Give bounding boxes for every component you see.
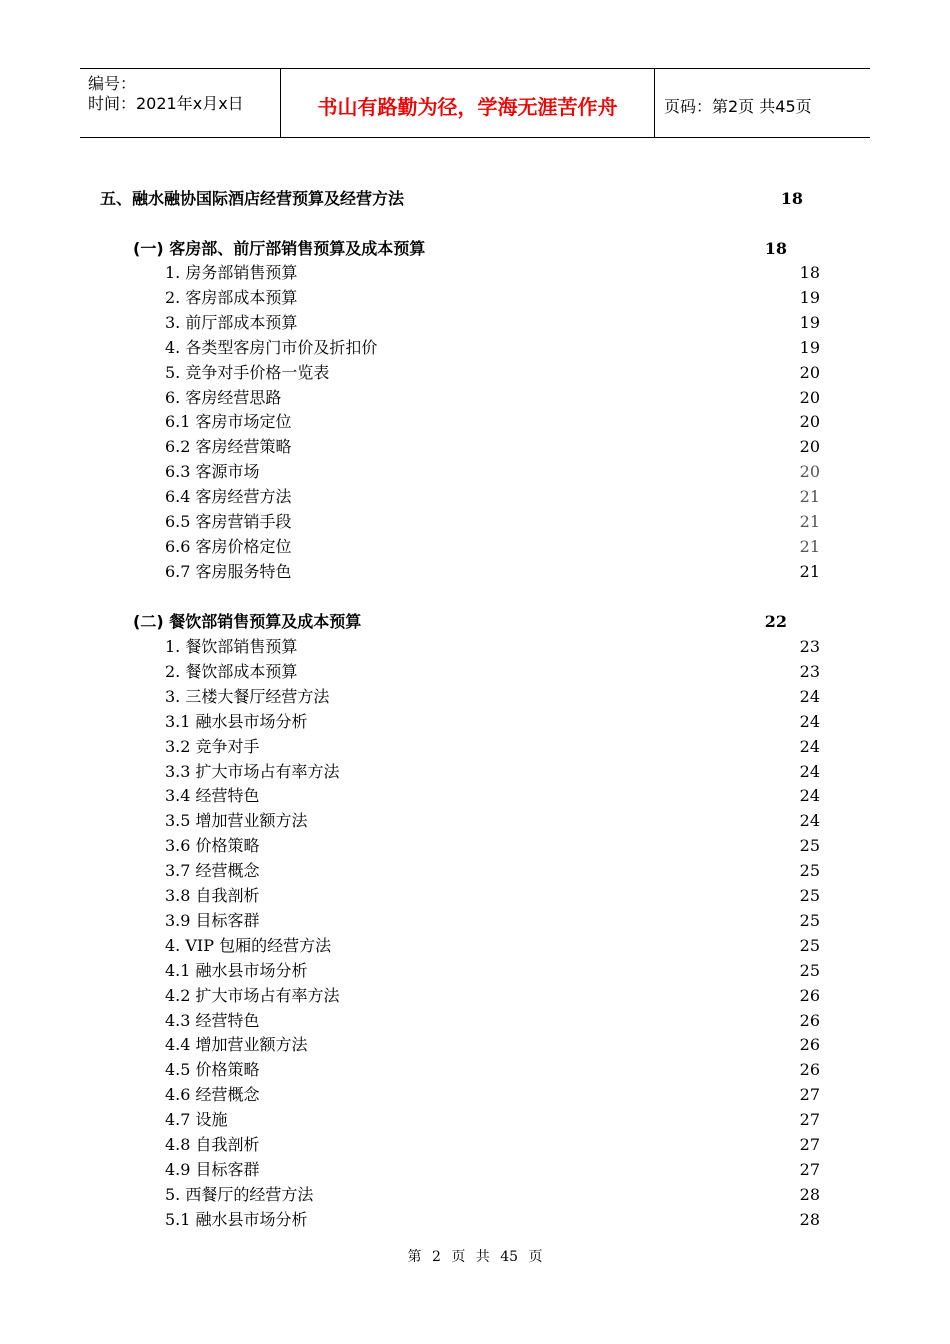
section1-title: (一) 客房部、前厅部销售预算及成本预算: [133, 239, 426, 258]
toc-entry-page: 28: [799, 1209, 820, 1229]
toc-entry-page: 25: [799, 910, 820, 930]
toc-entry-page: 27: [799, 1110, 820, 1130]
header-motto-cell: [281, 69, 655, 137]
footer-ye2: 页: [528, 1249, 543, 1265]
toc-entry-title: 4.1 融水县市场分析: [165, 960, 308, 980]
toc-entry-page: 23: [799, 661, 820, 681]
toc-entry-title: 4. VIP 包厢的经营方法: [165, 935, 332, 955]
toc-entry-title: 3.6 价格策略: [165, 836, 260, 856]
toc-entry-page: 25: [799, 886, 820, 905]
toc-entry-page: 26: [799, 1035, 820, 1055]
toc-entry-title: 2. 餐饮部成本预算: [165, 661, 298, 681]
toc-entry-title: 4.4 增加营业额方法: [165, 1035, 308, 1055]
toc-entry-page: 21: [799, 512, 820, 531]
time-label: 时间：2021年x月x日: [88, 94, 244, 113]
page-label: 页码：第2页 共45页: [664, 97, 812, 116]
footer-di: 第: [407, 1249, 422, 1265]
toc-entry-page: 20: [799, 362, 820, 382]
chapter-page: 18: [780, 189, 803, 208]
toc-entry-title: 6.2 客房经营策略: [165, 437, 292, 457]
toc-entry-title: 3.4 经营特色: [165, 786, 260, 806]
toc-entry-title: 6. 客房经营思路: [165, 387, 282, 407]
toc-entry-page: 19: [799, 312, 820, 332]
toc-entry-title: 6.1 客房市场定位: [165, 412, 292, 432]
toc-entry-title: 4.5 价格策略: [165, 1060, 260, 1080]
toc-entry-title: 5. 西餐厅的经营方法: [165, 1184, 314, 1204]
toc-entry-title: 3.7 经营概念: [165, 861, 260, 881]
toc-entry-title: 6.6 客房价格定位: [165, 536, 292, 556]
toc-entry-title: 5.1 融水县市场分析: [165, 1209, 308, 1229]
toc-entry-title: 6.3 客源市场: [165, 462, 260, 482]
toc-entry-title: 1. 餐饮部销售预算: [165, 637, 298, 656]
toc-entry-title: 6.7 客房服务特色: [165, 561, 292, 581]
toc-entry-page: 21: [799, 536, 820, 556]
footer-gong: 共: [475, 1249, 490, 1265]
number-label: 编号：: [88, 74, 137, 93]
toc-entry-title: 4.9 目标客群: [165, 1159, 260, 1179]
header-page-cell: [655, 69, 870, 137]
toc-entry-page: 27: [799, 1135, 820, 1154]
toc-entry-page: 26: [799, 1010, 820, 1030]
toc-entry-page: 24: [799, 786, 820, 806]
toc-entry-title: 3.8 自我剖析: [165, 886, 260, 905]
toc-entry-page: 27: [799, 1159, 820, 1179]
toc-entry-page: 24: [799, 711, 820, 731]
toc-entry-title: 4.2 扩大市场占有率方法: [165, 985, 340, 1005]
toc-entry-title: 3.3 扩大市场占有率方法: [165, 761, 340, 781]
toc-entry-title: 4.6 经营概念: [165, 1085, 260, 1105]
toc-entry-page: 24: [799, 811, 820, 831]
toc-entry-title: 1. 房务部销售预算: [165, 263, 298, 282]
toc-entry-title: 3.5 增加营业额方法: [165, 811, 308, 831]
toc-entry-title: 5. 竞争对手价格一览表: [165, 362, 330, 382]
toc-entry-title: 3.1 融水县市场分析: [165, 711, 308, 731]
page-header: [80, 68, 870, 138]
toc-entry-page: 25: [799, 836, 820, 856]
toc-entry-page: 25: [799, 861, 820, 881]
toc-entry-title: 3.2 竞争对手: [165, 736, 260, 756]
toc-entry-page: 19: [799, 337, 820, 357]
toc-entry-title: 6.5 客房营销手段: [165, 512, 292, 531]
toc-entry-title: 2. 客房部成本预算: [165, 287, 298, 307]
toc-entry-page: 28: [799, 1184, 820, 1204]
toc-entry-page: 19: [799, 287, 820, 307]
toc-entry-title: 4.8 自我剖析: [165, 1135, 260, 1154]
footer-ye: 页: [451, 1249, 466, 1265]
toc-entry-title: 3.9 目标客群: [165, 910, 260, 930]
toc-entry-page: 21: [799, 487, 820, 507]
toc-entry-page: 24: [799, 761, 820, 781]
chapter-title: 五、融水融协国际酒店经营预算及经营方法: [100, 189, 405, 208]
toc-entry-page: 21: [799, 561, 820, 581]
toc-entry-page: 25: [799, 935, 820, 955]
footer-page: 2: [431, 1249, 441, 1265]
toc-entry-title: 4.7 设施: [165, 1110, 228, 1130]
section1-page: 18: [764, 239, 787, 258]
toc-entry-title: 3. 三楼大餐厅经营方法: [165, 686, 330, 706]
toc-entry-page: 26: [799, 1060, 820, 1080]
toc-entry-page: 20: [799, 412, 820, 432]
toc-entry-title: 6.4 客房经营方法: [165, 487, 292, 507]
section2-page: 22: [764, 612, 787, 631]
toc-entry-page: 24: [799, 736, 820, 756]
toc-entry-page: 26: [799, 985, 820, 1005]
toc-entry-page: 18: [799, 263, 820, 282]
toc-entry-page: 20: [799, 387, 820, 407]
toc-entry-page: 24: [799, 686, 820, 706]
footer-total: 45: [500, 1249, 519, 1265]
toc-entry-page: 20: [799, 437, 820, 457]
page-footer: [0, 1246, 950, 1266]
motto: 书山有路勤为径，学海无涯苦作舟: [317, 95, 618, 119]
section2-title: (二) 餐饮部销售预算及成本预算: [133, 612, 362, 631]
toc-entry-page: 27: [799, 1085, 820, 1105]
toc-entry-title: 4.3 经营特色: [165, 1010, 260, 1030]
header-info-cell: [80, 69, 281, 137]
toc-entry-title: 4. 各类型客房门市价及折扣价: [165, 337, 378, 357]
toc-entry-page: 23: [799, 637, 820, 656]
toc-entry-title: 3. 前厅部成本预算: [165, 312, 298, 332]
toc-entry-page: 25: [799, 960, 820, 980]
toc-entry-page: 20: [799, 462, 820, 482]
